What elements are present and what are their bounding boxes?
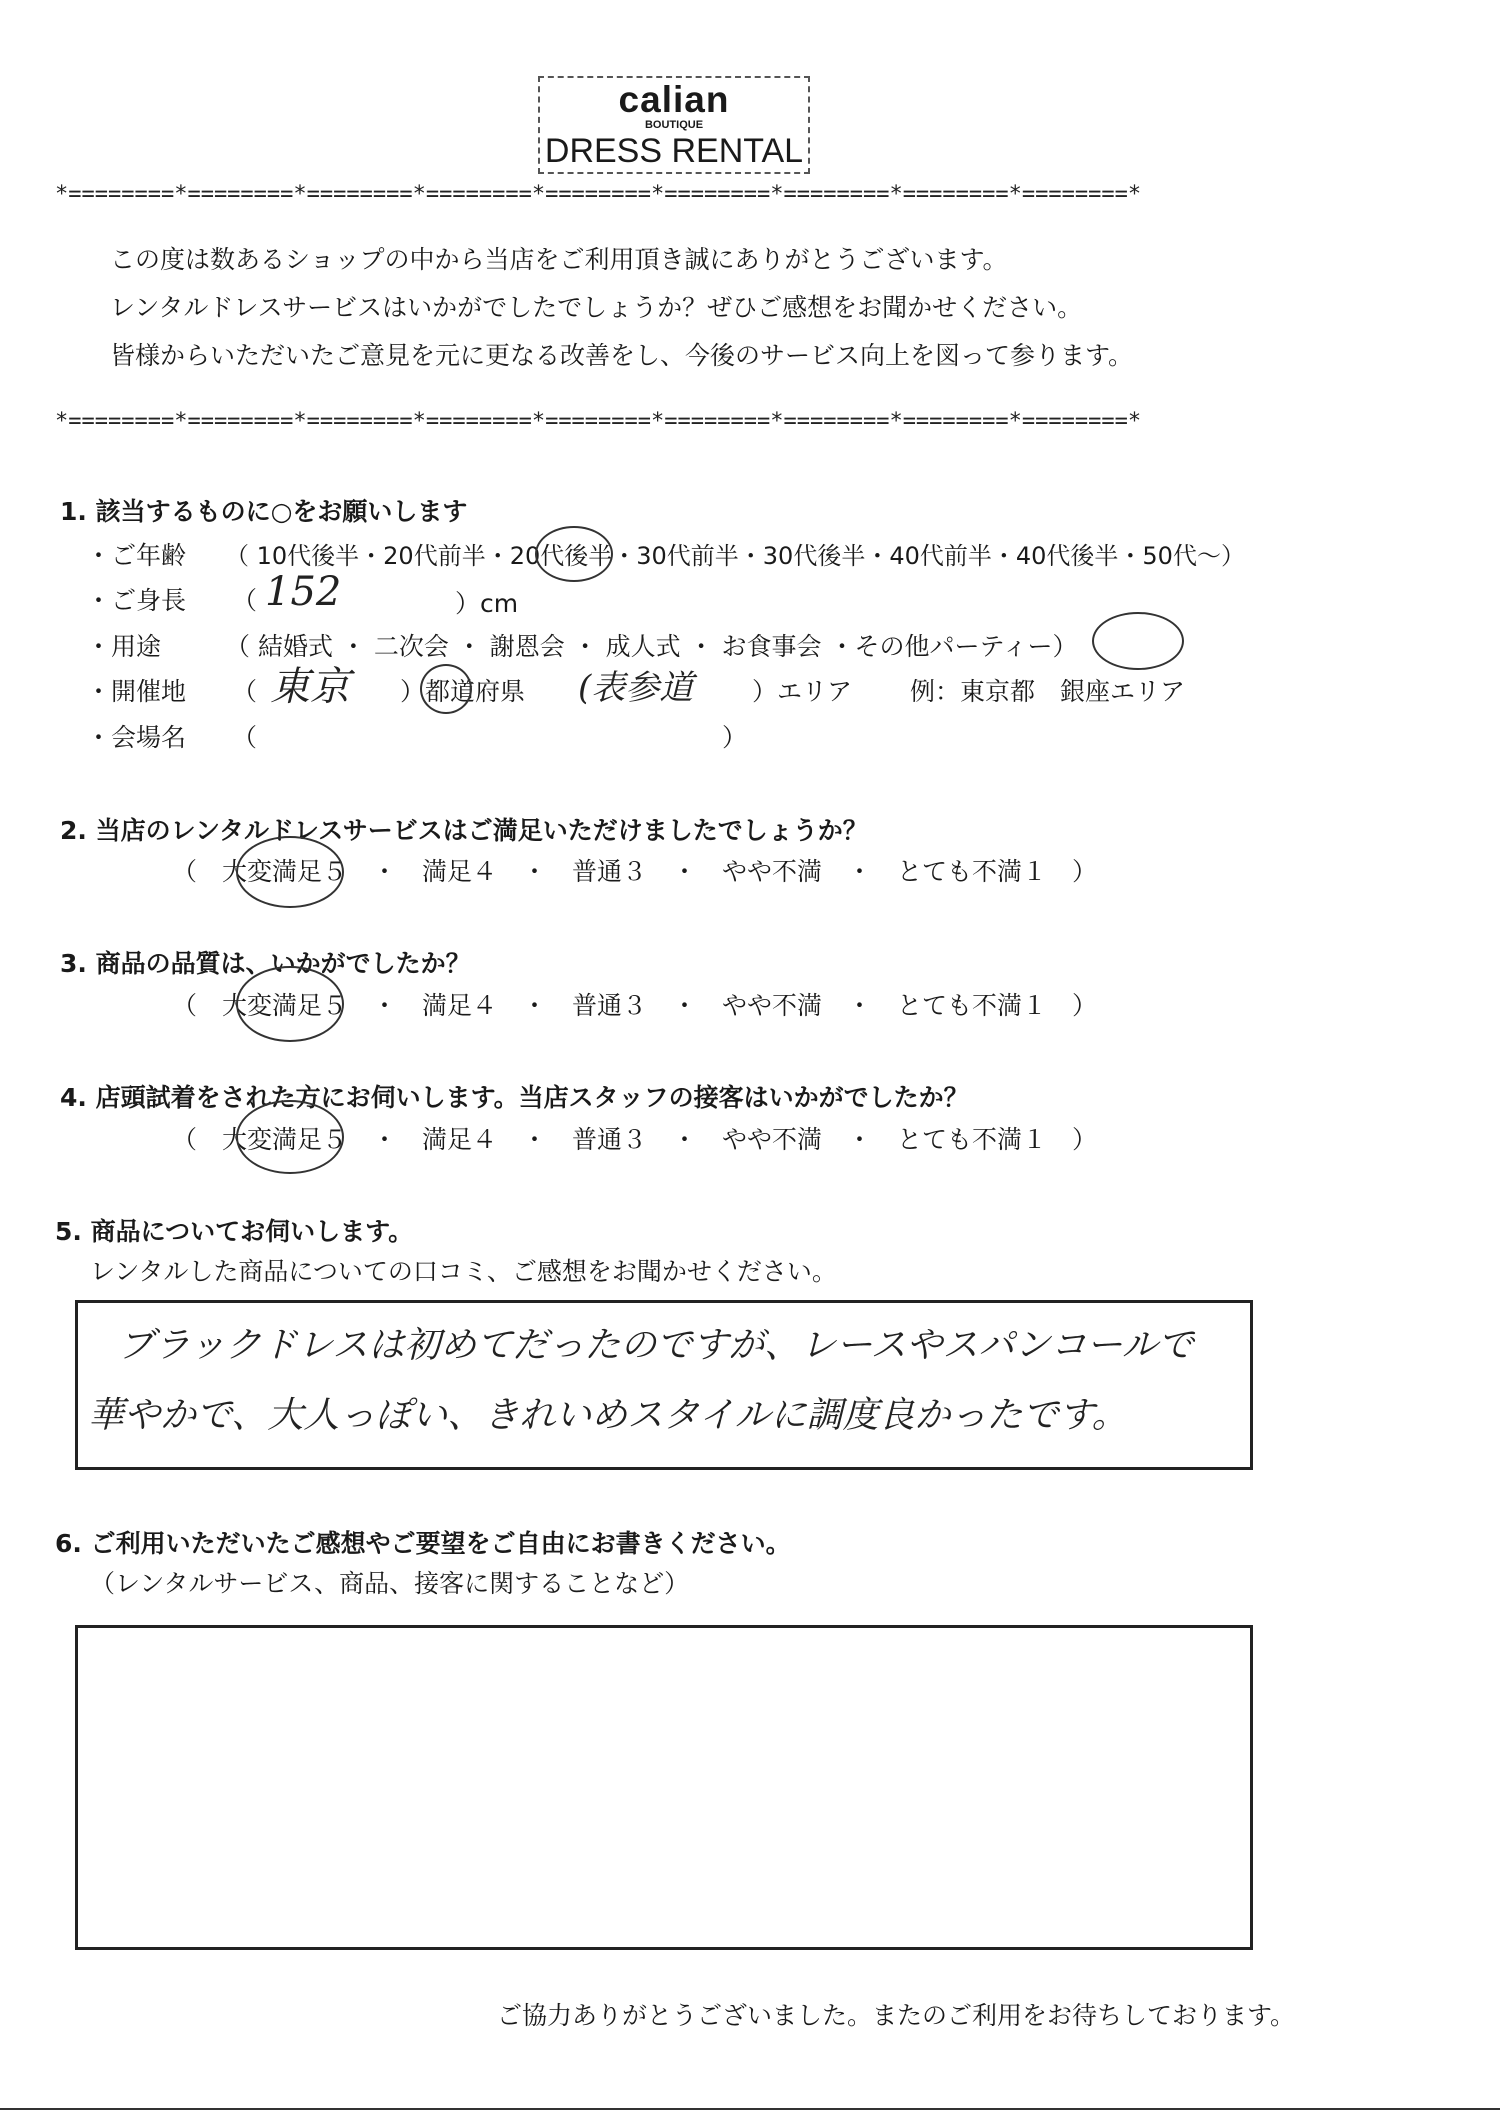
intro-line-2: レンタルドレスサービスはいかがでしたでしょうか？ぜひご感想をお聞かせください。 bbox=[110, 293, 1083, 322]
venue-close: ） bbox=[722, 723, 748, 752]
prefecture-circle bbox=[420, 664, 472, 714]
footer-thanks: ご協力ありがとうございました。またのご利用をお待ちしております。 bbox=[497, 2001, 1296, 2030]
place-mid: ）都道府県 bbox=[400, 677, 526, 706]
q3-options: （ 大変満足５ ・ 満足４ ・ 普通３ ・ やや不満 ・ とても不満１ ） bbox=[172, 991, 1098, 1020]
logo-rental: DRESS RENTAL bbox=[544, 132, 804, 170]
q4-options: （ 大変満足５ ・ 満足４ ・ 普通３ ・ やや不満 ・ とても不満１ ） bbox=[172, 1125, 1098, 1154]
logo-brand: calian bbox=[618, 79, 730, 120]
q2-options: （ 大変満足５ ・ 満足４ ・ 普通３ ・ やや不満 ・ とても不満１ ） bbox=[172, 857, 1098, 886]
q2-title: 2. 当店のレンタルドレスサービスはご満足いただけましたでしょうか？ bbox=[60, 816, 868, 845]
shop-logo bbox=[538, 76, 810, 174]
age-label: ・ご年齢 bbox=[86, 541, 187, 570]
q6-title: 6. ご利用いただいたご感想やご要望をご自由にお書きください。 bbox=[55, 1529, 791, 1558]
place-label: ・開催地 bbox=[86, 677, 187, 706]
intro-line-1: この度は数あるショップの中から当店をご利用頂き誠にありがとうございます。 bbox=[110, 245, 1008, 274]
separator-bottom: *========*========*========*========*========*========*========*========*========* bbox=[55, 410, 1142, 434]
q5-title: 5. 商品についてお伺いします。 bbox=[55, 1217, 414, 1246]
q4-title: 4. 店頭試着をされた方にお伺いします。当店スタッフの接客はいかがでしたか？ bbox=[60, 1083, 969, 1112]
use-selected-circle bbox=[1092, 612, 1184, 670]
place-open: （ bbox=[232, 677, 258, 706]
venue-label: ・会場名 bbox=[86, 723, 187, 752]
q6-subtitle: （レンタルサービス、商品、接客に関することなど） bbox=[90, 1569, 690, 1598]
q4-selected-circle bbox=[236, 1100, 344, 1174]
logo-sub: BOUTIQUE bbox=[644, 119, 704, 131]
place-value: 東京 bbox=[270, 664, 350, 710]
q3-title: 3. 商品の品質は、いかがでしたか？ bbox=[60, 949, 471, 978]
bottom-rule bbox=[0, 2108, 1500, 2110]
use-label: ・用途 bbox=[86, 632, 162, 661]
intro-line-3: 皆様からいただいたご意見を元に更なる改善をし、今後のサービス向上を図って参ります。 bbox=[110, 341, 1134, 370]
separator-top: *========*========*========*========*========*========*========*========*========* bbox=[55, 183, 1142, 207]
request-comment-box bbox=[75, 1625, 1253, 1950]
place-example: 例：東京都 銀座エリア bbox=[910, 677, 1186, 706]
age-options: （ 10代後半・20代前半・20代後半・30代前半・30代後半・40代前半・40代後半・50代〜） bbox=[225, 542, 1245, 570]
height-label: ・ご身長 bbox=[86, 586, 187, 615]
q3-selected-circle bbox=[236, 966, 344, 1042]
height-unit: ）cm bbox=[455, 589, 519, 618]
height-open: （ bbox=[232, 586, 258, 615]
place-end: ）エリア bbox=[752, 677, 853, 706]
venue-open: （ bbox=[232, 723, 258, 752]
age-selected-circle bbox=[535, 526, 613, 582]
review-line-1: ブラックドレスは初めてだったのですが、レースやスパンコールで bbox=[118, 1325, 1194, 1366]
q1-title: 1. 該当するものに○をお願いします bbox=[60, 497, 468, 526]
review-comment-box bbox=[75, 1300, 1253, 1470]
review-line-2: 華やかで、大人っぽい、きれいめスタイルに調度良かったです。 bbox=[88, 1395, 1128, 1436]
q5-subtitle: レンタルした商品についての口コミ、ご感想をお聞かせください。 bbox=[90, 1257, 837, 1286]
height-value: 152 bbox=[265, 569, 342, 615]
use-options: （ 結婚式 ・ 二次会 ・ 謝恩会 ・ 成人式 ・ お食事会 ・その他パーティー） bbox=[225, 632, 1078, 661]
q2-selected-circle bbox=[236, 836, 344, 908]
area-value: (表参道 bbox=[578, 668, 694, 708]
